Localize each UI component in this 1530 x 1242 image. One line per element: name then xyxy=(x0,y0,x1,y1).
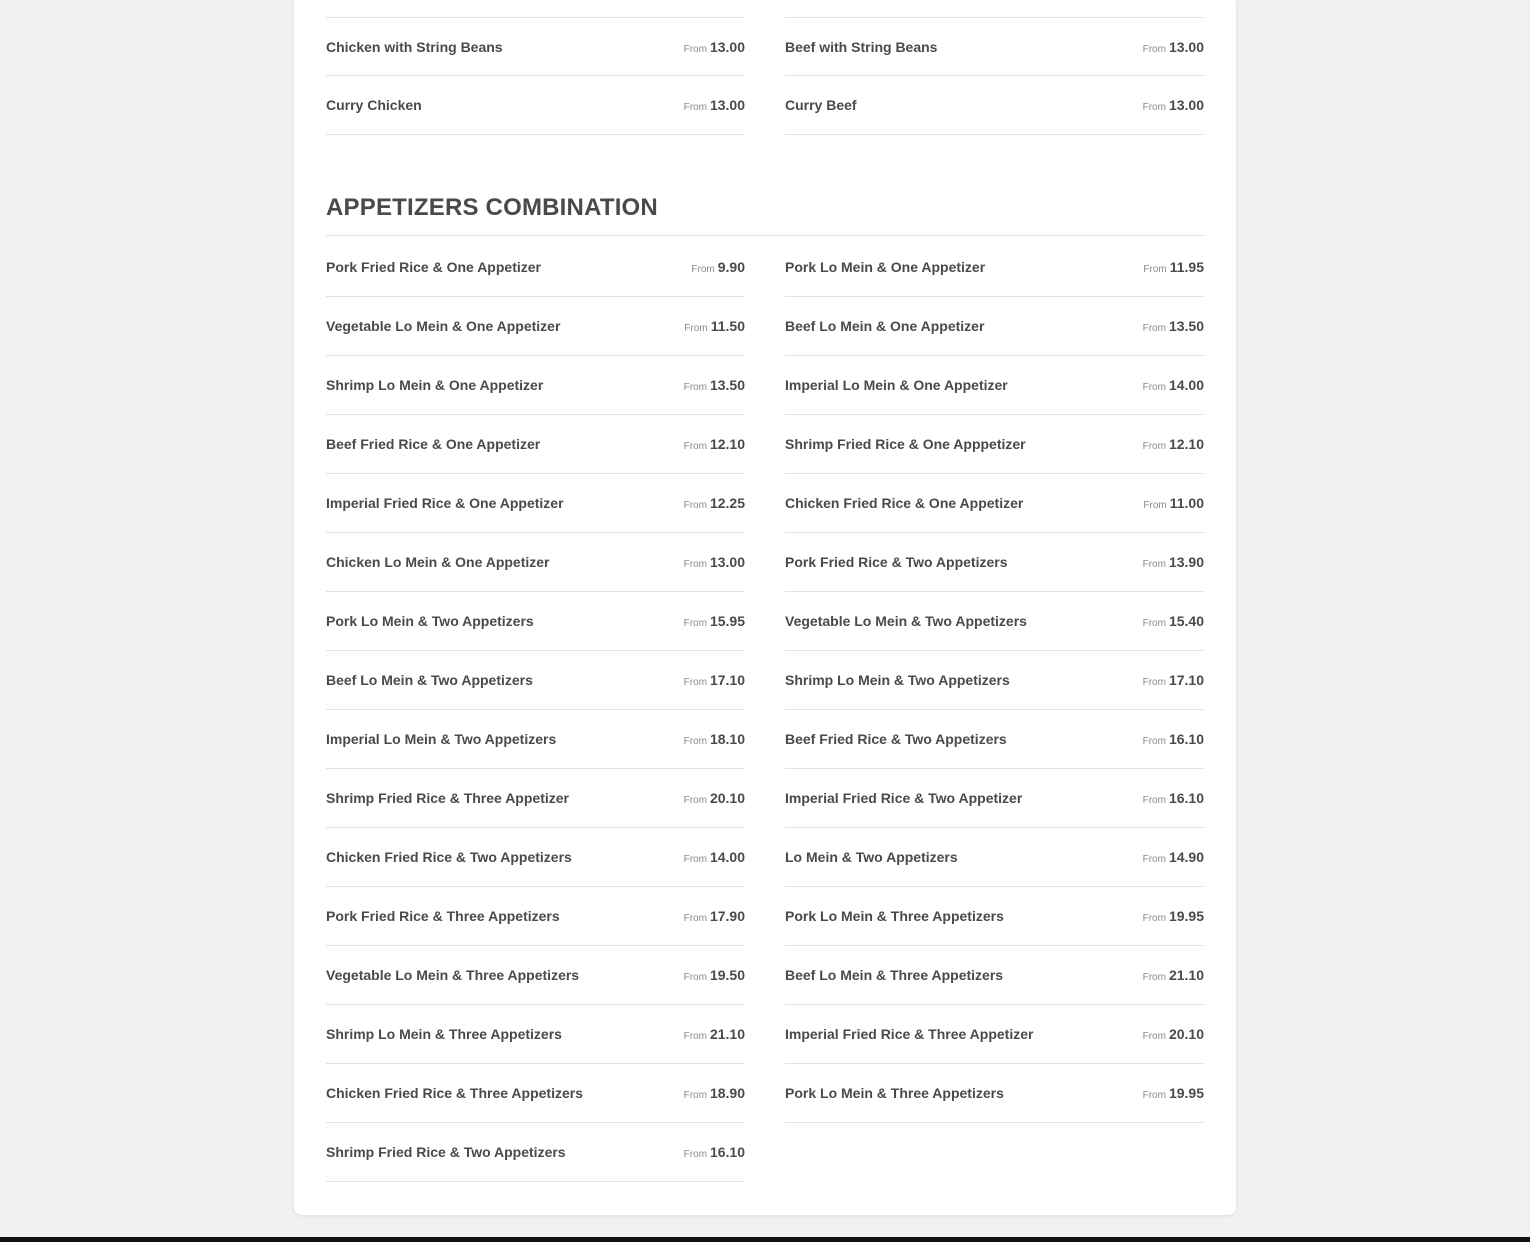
price-from-label: From xyxy=(1142,43,1166,55)
price-from-label: From xyxy=(683,677,707,688)
price-value: 20.10 xyxy=(1168,1026,1204,1042)
price-from-label: From xyxy=(683,559,707,570)
menu-item-price xyxy=(684,613,745,629)
menu-item-name: Vegetable Lo Mein & One Appetizer xyxy=(326,318,561,334)
price-from-label: From xyxy=(1142,854,1166,865)
price-value: 12.10 xyxy=(709,436,745,452)
price-from-label: From xyxy=(1142,441,1166,452)
price-from-label: From xyxy=(683,500,707,511)
menu-item-name: Beef Fried Rice & Two Appetizers xyxy=(785,731,1007,747)
price-value: 20.10 xyxy=(709,790,745,806)
price-value: 18.90 xyxy=(709,1085,745,1101)
menu-item-name: Imperial Lo Mein & Two Appetizers xyxy=(326,731,557,747)
price-from-label: From xyxy=(684,323,708,334)
price-value: 15.95 xyxy=(709,613,745,629)
menu-item-price xyxy=(684,97,745,113)
price-value: 13.90 xyxy=(1168,554,1204,570)
price-from-label: From xyxy=(1142,972,1166,983)
menu-item-price xyxy=(1143,613,1204,629)
menu-item-price xyxy=(1143,849,1204,865)
price-from-label: From xyxy=(1142,677,1166,688)
menu-item-name: Shrimp Lo Mein & Two Appetizers xyxy=(785,672,1010,688)
menu-item-price xyxy=(1143,495,1204,511)
menu-item-name: Beef Fried Rice & One Appetizer xyxy=(326,436,541,452)
menu-item[interactable] xyxy=(785,415,1204,474)
price-from-label: From xyxy=(683,913,707,924)
menu-item-name: Imperial Fried Rice & Two Appetizer xyxy=(785,790,1023,806)
menu-item-price xyxy=(684,377,745,393)
menu-item-price xyxy=(684,39,745,55)
price-value: 13.50 xyxy=(709,377,745,393)
menu-item-price xyxy=(684,790,745,806)
appetizers-combination-grid xyxy=(326,238,1204,1182)
menu-item-name: Vegetable Lo Mein & Three Appetizers xyxy=(326,967,580,983)
price-from-label: From xyxy=(691,264,715,275)
price-from-label: From xyxy=(683,795,707,806)
menu-item-name: Beef Lo Mein & Three Appetizers xyxy=(785,967,1004,983)
footer-bar xyxy=(0,1237,1530,1242)
menu-item-name: Beef Lo Mein & One Appetizer xyxy=(785,318,985,334)
menu-item[interactable] xyxy=(785,592,1204,651)
menu-item-name: Imperial Fried Rice & Three Appetizer xyxy=(785,1026,1034,1042)
menu-item-name: Shrimp Fried Rice & Three Appetizer xyxy=(326,790,569,806)
menu-item-price xyxy=(1143,1085,1204,1101)
price-value: 17.10 xyxy=(1168,672,1204,688)
price-value: 18.10 xyxy=(709,731,745,747)
menu-item[interactable] xyxy=(785,828,1204,887)
price-value: 16.10 xyxy=(1168,790,1204,806)
menu-item[interactable] xyxy=(326,1123,745,1182)
menu-item[interactable] xyxy=(326,651,745,710)
menu-item[interactable] xyxy=(326,17,745,76)
price-from-label: From xyxy=(1142,618,1166,629)
price-from-label: From xyxy=(683,102,707,113)
price-from-label: From xyxy=(1142,795,1166,806)
price-value: 12.25 xyxy=(709,495,745,511)
price-value: 13.00 xyxy=(1168,97,1204,113)
price-from-label: From xyxy=(683,1031,707,1042)
price-from-label: From xyxy=(683,736,707,747)
price-from-label: From xyxy=(1142,736,1166,747)
menu-item-price xyxy=(1143,97,1204,113)
price-value: 19.50 xyxy=(709,967,745,983)
price-value: 13.00 xyxy=(709,554,745,570)
menu-item[interactable] xyxy=(785,297,1204,356)
menu-item[interactable] xyxy=(326,592,745,651)
menu-item[interactable] xyxy=(785,887,1204,946)
price-value: 9.90 xyxy=(717,259,745,275)
menu-item[interactable] xyxy=(785,533,1204,592)
menu-item-name: Chicken Lo Mein & One Appetizer xyxy=(326,554,550,570)
menu-item-name: Pork Lo Mein & Three Appetizers xyxy=(785,1085,1004,1101)
section-title: APPETIZERS COMBINATION xyxy=(326,194,1204,236)
menu-item-price xyxy=(1143,731,1204,747)
price-value: 19.95 xyxy=(1168,1085,1204,1101)
price-value: 14.00 xyxy=(1168,377,1204,393)
price-value: 11.95 xyxy=(1169,259,1204,275)
price-from-label: From xyxy=(1143,264,1167,275)
menu-item[interactable] xyxy=(326,297,745,356)
menu-item[interactable] xyxy=(785,1064,1204,1123)
menu-item-price xyxy=(684,436,745,452)
price-from-label: From xyxy=(1142,323,1166,334)
price-value: 15.40 xyxy=(1168,613,1204,629)
menu-item[interactable] xyxy=(326,946,745,1005)
menu-item-price xyxy=(1143,554,1204,570)
menu-item-name: Chicken Fried Rice & One Appetizer xyxy=(785,495,1024,511)
price-from-label: From xyxy=(1142,102,1166,113)
price-from-label: From xyxy=(683,441,707,452)
menu-item-price xyxy=(691,259,745,275)
price-from-label: From xyxy=(683,854,707,865)
price-from-label: From xyxy=(1142,1031,1166,1042)
menu-item-price xyxy=(1143,1026,1204,1042)
menu-item-price xyxy=(684,731,745,747)
menu-item[interactable] xyxy=(326,356,745,415)
menu-item-name: Chicken Fried Rice & Two Appetizers xyxy=(326,849,572,865)
menu-item-price xyxy=(1143,39,1204,55)
price-value: 12.10 xyxy=(1168,436,1204,452)
menu-item[interactable] xyxy=(785,1005,1204,1064)
menu-item[interactable] xyxy=(785,76,1204,135)
menu-item[interactable] xyxy=(785,238,1204,297)
price-value: 21.10 xyxy=(1168,967,1204,983)
menu-item-name: Pork Lo Mein & One Appetizer xyxy=(785,259,986,275)
price-value: 13.50 xyxy=(1168,318,1204,334)
price-from-label: From xyxy=(683,1090,707,1101)
menu-item-name: Pork Lo Mein & Two Appetizers xyxy=(326,613,534,629)
menu-item-price xyxy=(684,1026,745,1042)
menu-item[interactable] xyxy=(326,1005,745,1064)
menu-item-price xyxy=(684,318,745,334)
menu-item-price xyxy=(1143,259,1204,275)
menu-item-name: Shrimp Fried Rice & Two Appetizers xyxy=(326,1144,566,1160)
menu-item[interactable] xyxy=(326,710,745,769)
price-from-label: From xyxy=(1142,559,1166,570)
menu-item-price xyxy=(1143,790,1204,806)
menu-item-name: Curry Beef xyxy=(785,97,857,113)
price-from-label: From xyxy=(683,972,707,983)
price-value: 19.95 xyxy=(1168,908,1204,924)
menu-item-name: Shrimp Fried Rice & One Apppetizer xyxy=(785,436,1026,452)
menu-item[interactable] xyxy=(326,238,745,297)
menu-item-price xyxy=(1143,672,1204,688)
menu-item[interactable] xyxy=(326,887,745,946)
menu-item[interactable] xyxy=(326,828,745,887)
menu-item-name: Shrimp Lo Mein & One Appetizer xyxy=(326,377,544,393)
menu-item[interactable] xyxy=(326,474,745,533)
menu-item[interactable] xyxy=(785,651,1204,710)
price-value: 17.10 xyxy=(709,672,745,688)
menu-item-price xyxy=(684,908,745,924)
menu-item[interactable] xyxy=(785,474,1204,533)
menu-card xyxy=(294,0,1236,1215)
price-value: 16.10 xyxy=(709,1144,745,1160)
price-from-label: From xyxy=(1142,382,1166,393)
menu-item[interactable] xyxy=(785,946,1204,1005)
price-value: 11.50 xyxy=(710,318,745,334)
price-value: 14.00 xyxy=(709,849,745,865)
menu-item-name: Beef Lo Mein & Two Appetizers xyxy=(326,672,533,688)
menu-item-price xyxy=(1143,377,1204,393)
menu-item[interactable] xyxy=(326,76,745,135)
price-value: 16.10 xyxy=(1168,731,1204,747)
price-from-label: From xyxy=(1142,913,1166,924)
price-value: 13.00 xyxy=(709,97,745,113)
menu-item[interactable] xyxy=(785,356,1204,415)
menu-item-price xyxy=(1143,318,1204,334)
menu-item[interactable] xyxy=(785,17,1204,76)
menu-item[interactable] xyxy=(326,415,745,474)
menu-item-price xyxy=(1143,967,1204,983)
price-from-label: From xyxy=(683,43,707,55)
price-value: 13.00 xyxy=(1168,38,1204,55)
menu-item-name: Lo Mein & Two Appetizers xyxy=(785,849,958,865)
menu-item-price xyxy=(1143,908,1204,924)
menu-item-price xyxy=(684,849,745,865)
top-items-grid xyxy=(326,17,1204,135)
menu-item-price xyxy=(684,495,745,511)
price-from-label: From xyxy=(683,618,707,629)
menu-item[interactable] xyxy=(785,769,1204,828)
menu-item[interactable] xyxy=(785,710,1204,769)
price-from-label: From xyxy=(1142,1090,1166,1101)
menu-item-price xyxy=(684,967,745,983)
price-value: 11.00 xyxy=(1169,495,1204,511)
price-from-label: From xyxy=(683,1149,707,1160)
menu-item-name: Imperial Lo Mein & One Appetizer xyxy=(785,377,1008,393)
menu-item-price xyxy=(684,672,745,688)
menu-item-name: Pork Lo Mein & Three Appetizers xyxy=(785,908,1004,924)
menu-item-name: Vegetable Lo Mein & Two Appetizers xyxy=(785,613,1027,629)
menu-item-name: Pork Fried Rice & One Appetizer xyxy=(326,259,541,275)
price-value: 13.00 xyxy=(709,38,745,55)
menu-item-name: Imperial Fried Rice & One Appetizer xyxy=(326,495,564,511)
menu-item-name: Beef with String Beans xyxy=(785,38,938,55)
menu-item[interactable] xyxy=(326,1064,745,1123)
price-value: 14.90 xyxy=(1168,849,1204,865)
menu-item-price xyxy=(684,1085,745,1101)
menu-item-price xyxy=(684,1144,745,1160)
menu-item-name: Pork Fried Rice & Two Appetizers xyxy=(785,554,1008,570)
menu-item-name: Shrimp Lo Mein & Three Appetizers xyxy=(326,1026,562,1042)
menu-item[interactable] xyxy=(326,769,745,828)
price-value: 17.90 xyxy=(709,908,745,924)
price-from-label: From xyxy=(683,382,707,393)
price-from-label: From xyxy=(1143,500,1167,511)
menu-item-name: Chicken with String Beans xyxy=(326,38,503,55)
price-value: 21.10 xyxy=(709,1026,745,1042)
menu-item-name: Curry Chicken xyxy=(326,97,422,113)
menu-item-price xyxy=(1143,436,1204,452)
menu-item-name: Chicken Fried Rice & Three Appetizers xyxy=(326,1085,583,1101)
menu-item-price xyxy=(684,554,745,570)
menu-item[interactable] xyxy=(326,533,745,592)
menu-item-name: Pork Fried Rice & Three Appetizers xyxy=(326,908,560,924)
